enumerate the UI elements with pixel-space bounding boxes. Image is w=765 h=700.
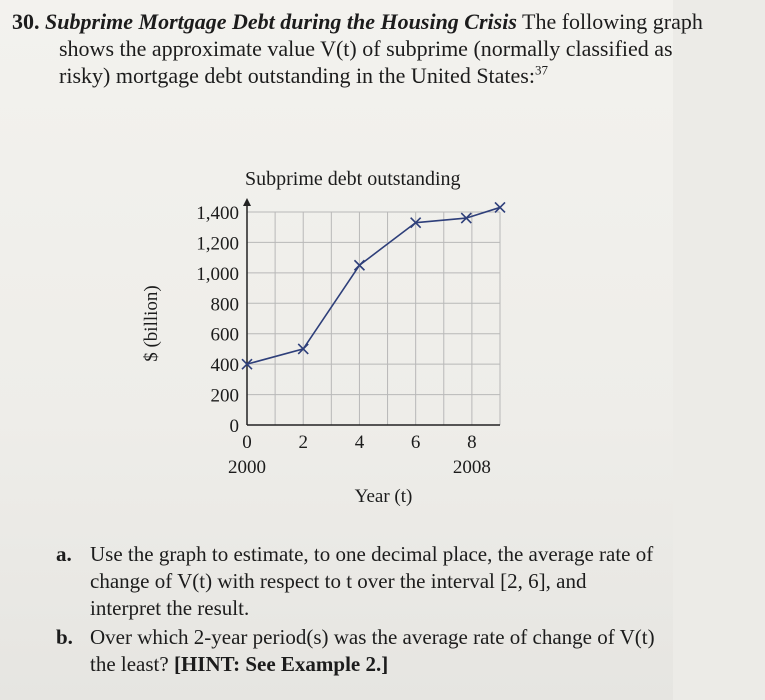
y-tick-label: 1,200 xyxy=(196,233,239,255)
y-tick-label: 1,000 xyxy=(196,263,239,285)
y-tick-label: 0 xyxy=(229,416,239,437)
y-tick-label: 800 xyxy=(210,294,239,316)
y-axis-label: $ (billion) xyxy=(141,285,162,362)
x-year-label: 2008 xyxy=(452,457,491,478)
y-axis-arrow xyxy=(243,198,251,206)
questions xyxy=(56,541,656,680)
chart xyxy=(130,160,510,515)
x-tick-label: 6 xyxy=(410,432,421,453)
question-text: Use the graph to estimate, to one decimal place, the average rate of change of V(t) with respect to t over the interval [2, 6], and interpret the result. xyxy=(90,542,654,620)
question-text: Over which 2-year period(s) was the average rate of change of V(t) the least? xyxy=(90,625,655,676)
x-tick-label: 8 xyxy=(467,432,477,453)
chart-title: Subprime debt outstanding xyxy=(245,168,461,190)
question-a xyxy=(56,541,656,622)
hint-text: [HINT: See Example 2.] xyxy=(173,652,389,676)
data-point-marker xyxy=(495,202,505,212)
y-tick-label: 400 xyxy=(210,355,239,377)
x-year-label: 2000 xyxy=(228,457,266,478)
chart-svg xyxy=(130,160,510,515)
y-tick-label: 200 xyxy=(210,385,239,407)
problem-title: Subprime Mortgage Debt during the Housing Crisis xyxy=(45,9,517,34)
x-axis-label: Year (t) xyxy=(354,486,413,507)
question-label: b. xyxy=(56,625,73,649)
x-tick-label: 2 xyxy=(298,432,308,453)
series-line xyxy=(247,207,500,364)
footnote-marker: 37 xyxy=(534,62,548,78)
question-label: a. xyxy=(56,542,72,566)
y-tick-label: 600 xyxy=(210,324,239,346)
x-tick-label: 4 xyxy=(354,432,365,453)
problem-statement xyxy=(12,8,704,89)
question-b xyxy=(56,624,656,678)
problem-text: The following graph shows the approximate value V(t) of subprime (normally classified as risky) mortgage debt outstanding in the United States: xyxy=(59,9,703,88)
x-tick-label: 0 xyxy=(242,432,252,453)
y-tick-label: 1,400 xyxy=(196,203,239,224)
problem-number: 30. xyxy=(12,9,40,34)
